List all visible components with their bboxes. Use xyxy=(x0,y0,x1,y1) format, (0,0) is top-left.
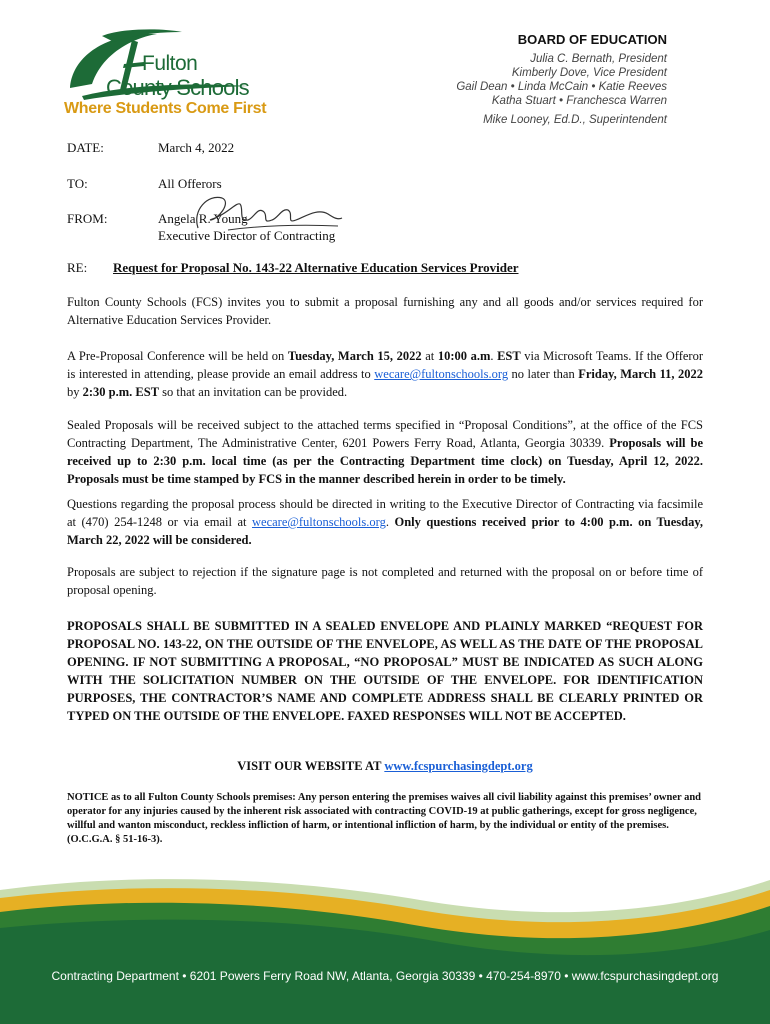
date-label: DATE: xyxy=(67,140,104,155)
logo-tagline: Where Students Come First xyxy=(64,100,267,117)
text-run: Sealed Proposals will be received subject to the attached terms specified in “Proposal Conditions”, at the office of the FCS Contracting Department, The Administrative Center, 6201 Powers Ferry Road, Atlanta, Georgia 30339. xyxy=(67,418,703,450)
text-run: at xyxy=(421,349,438,363)
email-link[interactable]: wecare@fultonschools.org xyxy=(374,367,509,381)
text-run: . xyxy=(385,515,395,529)
re-label: RE: xyxy=(67,260,88,275)
re-subject: Request for Proposal No. 143-22 Alternative Education Services Provider xyxy=(113,260,519,275)
bold-run: Proposals will be received up to 2:30 p.m. local time (as per the Contracting Department time clock) on Tuesday, April 12, 2022. Proposals must be time stamped by FCS in the manner described herein in order to be timely. xyxy=(67,436,703,486)
board-member-line: Julia C. Bernath, President xyxy=(530,53,667,65)
visit-label: VISIT OUR WEBSITE AT xyxy=(237,759,385,773)
text-run: by xyxy=(67,385,83,399)
text-run: so that an invitation can be provided. xyxy=(159,385,348,399)
board-title: BOARD OF EDUCATION xyxy=(517,32,667,47)
bold-run: Only questions received prior to 4:00 p.m. on Tuesday, March 22, 2022 will be considered. xyxy=(67,515,704,547)
board-of-education xyxy=(347,32,667,126)
logo-name-line2: County Schools xyxy=(106,75,249,100)
from-label: FROM: xyxy=(67,211,108,226)
text-run: via Microsoft Teams. If the Offeror is interested in attending, please provide an email address to xyxy=(67,349,704,381)
bold-run: 10:00 a.m xyxy=(437,349,491,363)
text-run: . xyxy=(490,349,498,363)
bold-run: Tuesday, March 15, 2022 xyxy=(287,349,422,363)
from-name: Angela R. Young xyxy=(158,211,248,226)
bold-run: Friday, March 11, 2022 xyxy=(578,367,703,381)
text-run: A Pre-Proposal Conference will be held on xyxy=(67,349,288,363)
paragraph-rejection: Proposals are subject to rejection if the signature page is not completed and returned with the proposal on or before time of proposal opening. xyxy=(67,565,703,597)
text-run: Questions regarding the proposal process should be directed in writing to the Executive Director of Contracting via facsimile at (470) 254-1248 or via email at xyxy=(67,497,703,529)
paragraph-submission-instructions: PROPOSALS SHALL BE SUBMITTED IN A SEALED ENVELOPE AND PLAINLY MARKED “REQUEST FOR PROPOSAL NO. 143-22, ON THE OUTSIDE OF THE ENVELOPE, AS WELL AS THE DATE OF THE PROPOSAL OPENING. IF NOT SUBMITTING A PROPOSAL, “NO PROPOSAL” MUST BE INDICATED AS SUCH ALONG WITH THE SOLICITATION NUMBER ON THE OUTSIDE OF THE ENVELOPE. FOR IDENTIFICATION PURPOSES, THE CONTRACTOR’S NAME AND COMPLETE ADDRESS SHALL BE CLEARLY PRINTED OR TYPED ON THE OUTSIDE OF THE ENVELOPE. FAXED RESPONSES WILL NOT BE ACCEPTED. xyxy=(67,619,703,723)
board-member-line: Katha Stuart • Franchesca Warren xyxy=(491,95,667,107)
visit-website xyxy=(0,759,770,774)
paragraph-invitation: Fulton County Schools (FCS) invites you to submit a proposal furnishing any and all goods and/or services required for Alternative Education Services Provider. xyxy=(67,295,703,327)
footer-banner xyxy=(0,850,770,1024)
superintendent: Mike Looney, Ed.D., Superintendent xyxy=(483,114,667,126)
paragraph-sealed-proposals xyxy=(67,416,703,488)
date-value: March 4, 2022 xyxy=(158,140,235,155)
email-link[interactable]: wecare@fultonschools.org xyxy=(252,515,386,529)
footer-wave-icon xyxy=(0,850,770,1024)
board-member-line: Gail Dean • Linda McCain • Katie Reeves xyxy=(456,81,667,93)
bold-run: 2:30 p.m. EST xyxy=(82,385,160,399)
from-title: Executive Director of Contracting xyxy=(158,228,336,243)
text-run: no later than xyxy=(508,367,579,381)
covid-notice: NOTICE as to all Fulton County Schools premises: Any person entering the premises waives all civil liability against this premises’ owner and operator for any injuries caused by the inherent risk associated with contracting COVID-19 at public gatherings, except for gross negligence, willful and wanton misconduct, reckless infliction of harm, or intentional infliction of harm, by the individual or entity of the premises. (O.C.G.A. § 51-16-3). xyxy=(67,792,702,845)
signature-icon xyxy=(188,190,348,240)
paragraph-pre-proposal xyxy=(67,347,703,401)
to-value: All Offerors xyxy=(158,176,222,191)
board-member-line: Kimberly Dove, Vice President xyxy=(511,67,667,79)
to-label: TO: xyxy=(67,176,88,191)
bold-run: EST xyxy=(497,349,521,363)
footer-contact-text: Contracting Department • 6201 Powers Ferry Road NW, Atlanta, Georgia 30339 • 470-254-8970 • www.fcspurchasingdept.org xyxy=(51,969,719,983)
website-link[interactable]: www.fcspurchasingdept.org xyxy=(384,759,533,773)
logo-name-line1: Fulton xyxy=(142,52,198,75)
fcs-logo xyxy=(62,26,267,126)
paragraph-questions xyxy=(67,495,703,549)
